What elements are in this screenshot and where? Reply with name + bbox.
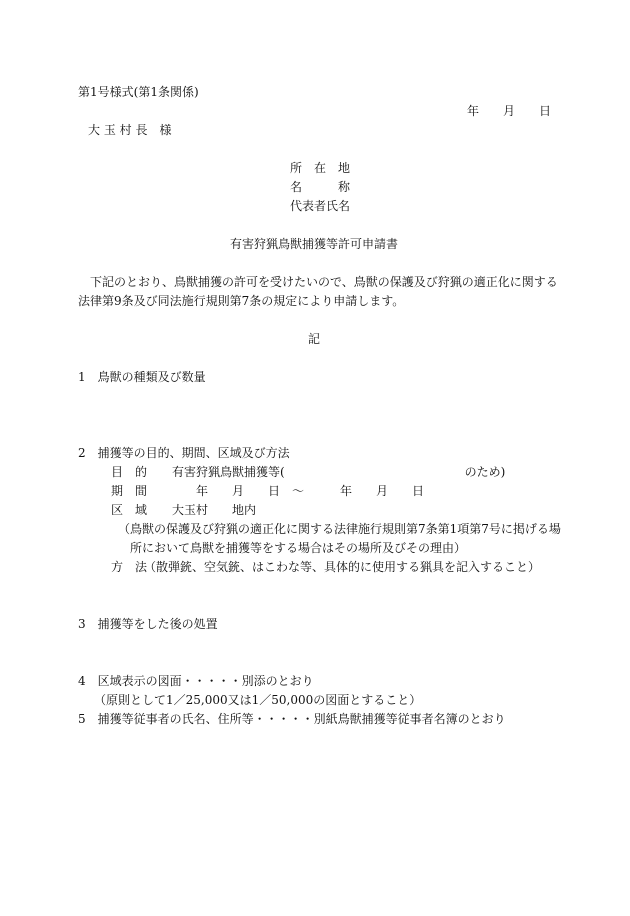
purpose-label: 目 的 bbox=[111, 465, 148, 479]
intro-line-2: 法律第9条及び同法施行規則第7条の規定により申請します。 bbox=[78, 294, 405, 308]
name-label: 名 称 bbox=[290, 180, 351, 194]
item-5: 5 捕獲等従事者の氏名、住所等・・・・・別紙鳥獣捕獲等従事者名簿のとおり bbox=[78, 712, 506, 726]
document-title: 有害狩猟鳥獣捕獲等許可申請書 bbox=[230, 237, 399, 251]
form-number: 第1号様式(第1条関係) bbox=[78, 85, 199, 99]
item-3: 3 捕獲等をした後の処置 bbox=[78, 617, 218, 631]
item-4: 4 区域表示の図面・・・・・別添のとおり bbox=[78, 674, 314, 688]
area-note-line-2: 所において鳥獣を捕獲等をする場合はその場所及びその理由） bbox=[130, 541, 467, 555]
addressee: 大 玉 村 長 様 bbox=[88, 123, 172, 137]
ki-heading: 記 bbox=[308, 332, 321, 346]
intro-line-1: 下記のとおり、鳥獣捕獲の許可を受けたいので、鳥獣の保護及び狩猟の適正化に関する bbox=[78, 275, 558, 289]
date-line: 年 月 日 bbox=[467, 104, 552, 118]
address-label: 所 在 地 bbox=[290, 161, 351, 175]
item-2: 2 捕獲等の目的、期間、区域及び方法 bbox=[78, 446, 290, 460]
item-1: 1 鳥獣の種類及び数量 bbox=[78, 370, 206, 384]
area-note-line-1: （鳥獣の保護及び狩猟の適正化に関する法律施行規則第7条第1項第7号に掲げる場 bbox=[118, 522, 561, 536]
method-label: 方 法 bbox=[111, 560, 148, 574]
method-text: （散弾銃、空気銃、はこわな等、具体的に使用する猟具を記入すること） bbox=[144, 560, 541, 574]
area-text: 大玉村 地内 bbox=[172, 503, 257, 517]
area-label: 区 域 bbox=[111, 503, 148, 517]
representative-label: 代表者氏名 bbox=[290, 199, 351, 213]
period-text: 年 月 日 〜 年 月 日 bbox=[196, 484, 425, 498]
item-4-note: （原則として1／25,000又は1／50,000の図面とすること） bbox=[94, 693, 422, 707]
period-label: 期 間 bbox=[111, 484, 148, 498]
purpose-text: 有害狩猟鳥獣捕獲等( のため) bbox=[172, 465, 506, 479]
